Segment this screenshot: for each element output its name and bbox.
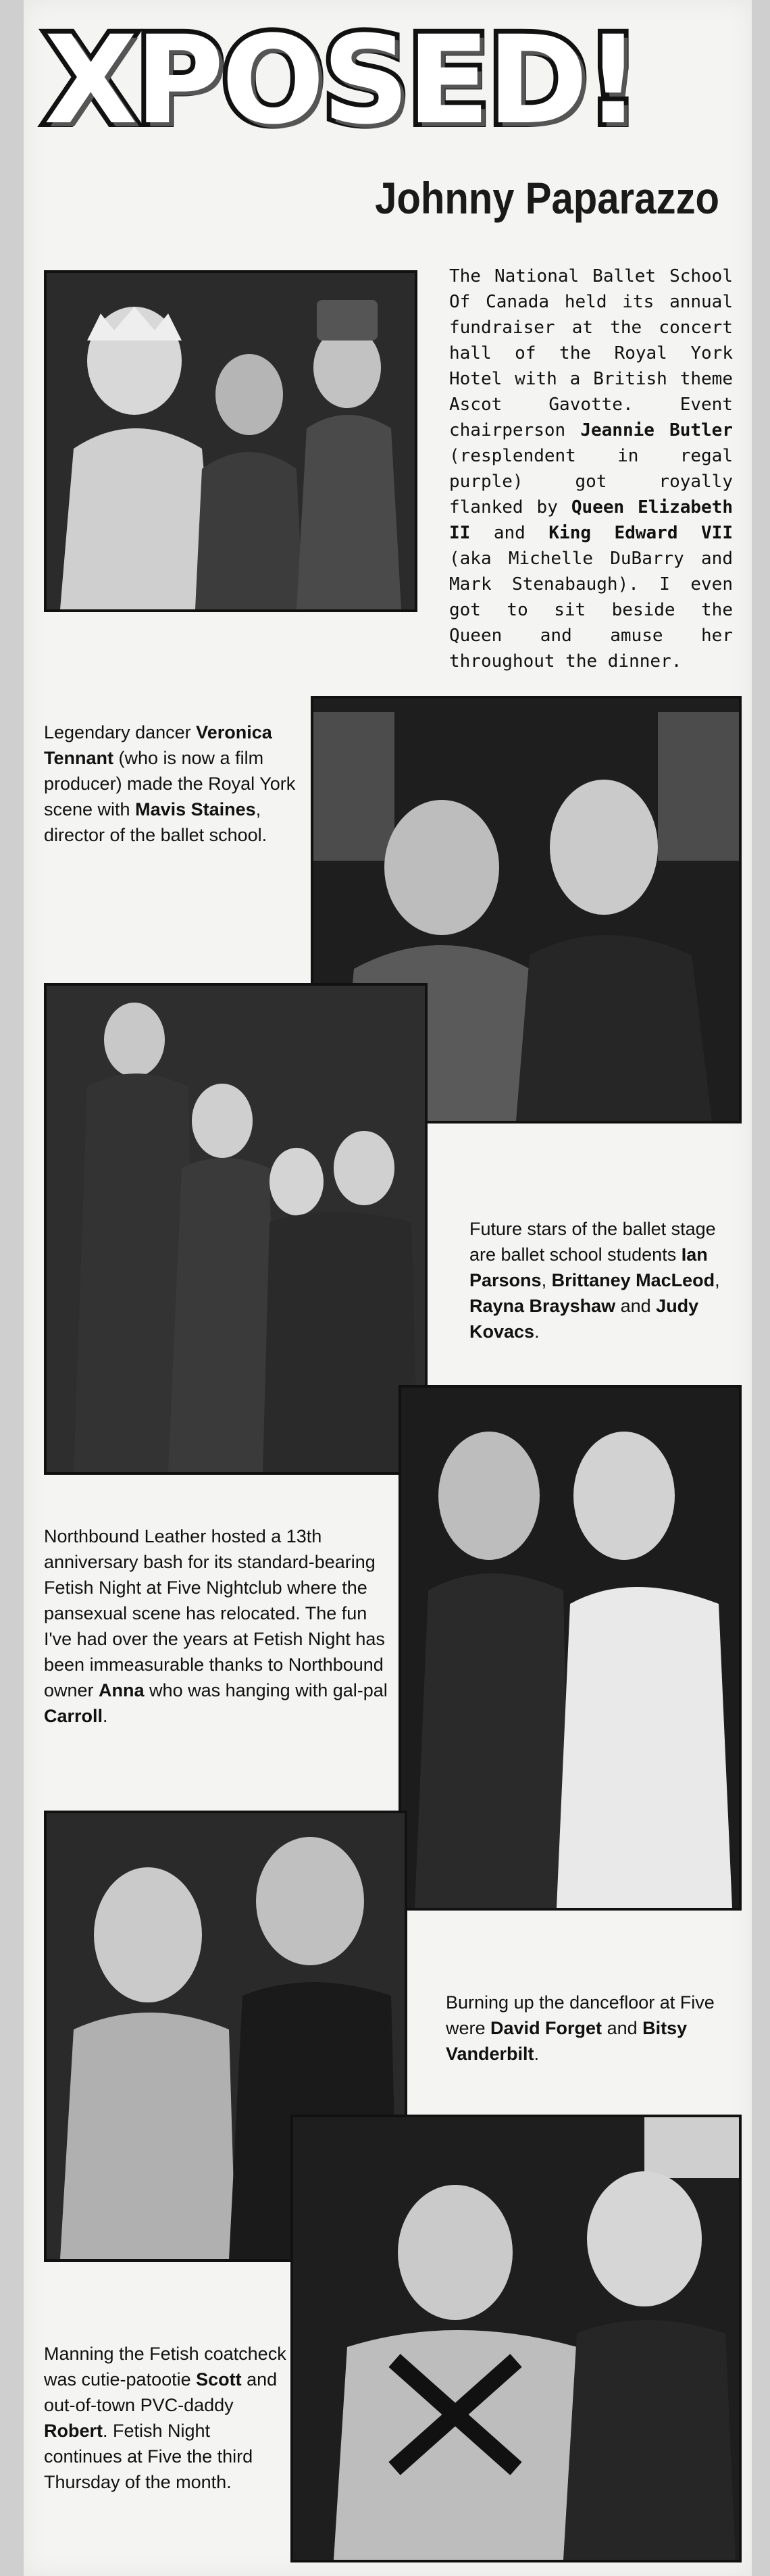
column-title: XPOSED! [44,10,638,151]
caption-name: Veronica Tennant [44,722,272,768]
caption-name: King Edward VII [548,523,733,543]
caption-segment: , director of the ballet school. [44,799,267,845]
caption-name: Bitsy Vanderbilt [446,2018,688,2064]
caption-segment: and [602,2018,643,2038]
photo-anna-carroll [399,1385,742,1911]
photo-scott-robert [290,2115,742,2562]
caption-veronica-mavis [44,719,307,848]
caption-segment: (who is now a film producer) made the Royal York scene with [44,748,296,819]
caption-name: Jeannie Butler [580,420,733,440]
caption-ballet-students [469,1216,733,1344]
caption-segment: and out-of-town PVC-daddy [44,2369,278,2415]
caption-name: Carroll [44,1706,103,1726]
caption-name: Brittaney MacLeod [551,1270,715,1290]
caption-scott-robert [44,2341,287,2495]
caption-segment: Burning up the dancefloor at Five were [446,1992,715,2038]
caption-name: Robert [44,2421,103,2441]
caption-queen-king [449,263,733,674]
caption-segment: . Fetish Night continues at Five the third Thursday of the month. [44,2421,253,2492]
caption-david-bitsy [446,1990,729,2067]
caption-anna-carroll [44,1523,395,1729]
magazine-page [24,0,752,2576]
caption-segment: (aka Michelle DuBarry and Mark Stenabaugh). I even got to sit beside the Queen and amuse her throughout the dinner. [449,549,733,672]
byline: Johnny Paparazzo [375,173,719,223]
caption-name: Anna [99,1680,145,1700]
caption-name: Rayna Brayshaw [469,1296,616,1316]
caption-segment: who was hanging with gal-pal [144,1680,388,1700]
caption-segment: (resplendent in regal purple) got royally flanked by [449,446,733,517]
photo-ballet-students [44,983,428,1475]
caption-segment: Manning the Fetish coatcheck was cutie-patootie [44,2344,286,2390]
caption-segment: , [715,1270,720,1290]
caption-segment: and [615,1296,657,1316]
caption-segment: Northbound Leather hosted a 13th anniversary bash for its standard-bearing Fetish Night at Five Nightclub where the pansexual scene has relocated. The fun I've had over the years at Fetish Night has been immeasurable thanks to Northbound owner [44,1526,385,1700]
caption-name: Judy Kovacs [469,1296,699,1342]
caption-segment: , [541,1270,552,1290]
caption-name: Queen Elizabeth II [449,497,733,543]
caption-segment: . [103,1706,108,1726]
caption-segment: . [534,2044,540,2064]
caption-name: David Forget [490,2018,602,2038]
caption-segment: Legendary dancer [44,722,197,742]
caption-name: Ian Parsons [469,1244,708,1290]
caption-segment: The National Ballet School Of Canada held its annual fundraiser at the concert hall of the Royal York Hotel with a British theme Ascot Gavotte. Event chairperson [449,266,733,440]
caption-segment: and [470,523,549,543]
caption-name: Mavis Staines [135,799,256,819]
caption-segment: Future stars of the ballet stage are ballet school students [469,1219,716,1265]
photo-queen-king-chairperson [44,270,417,612]
caption-segment: . [534,1321,540,1342]
caption-name: Scott [196,2369,242,2390]
